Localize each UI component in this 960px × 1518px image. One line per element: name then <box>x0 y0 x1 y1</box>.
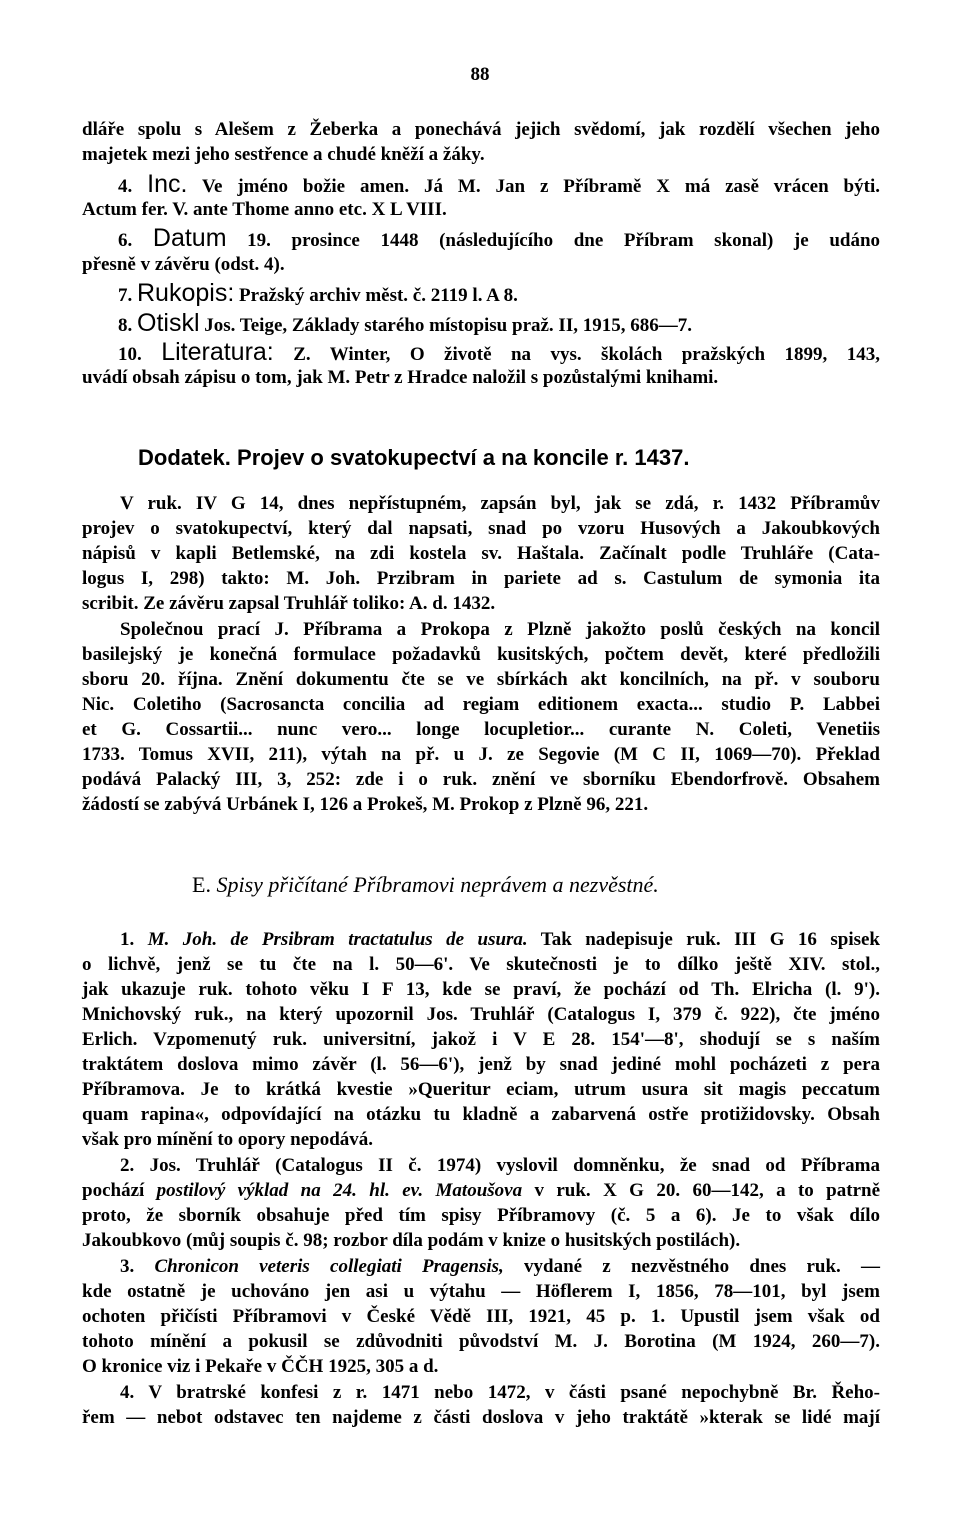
section-e-heading <box>192 872 659 898</box>
text-line: 1733. Tomus XVII, 211), výtah na př. u J. ze Segovie (M C II, 1069—70). Překlad <box>82 744 880 765</box>
item-1-line <box>120 928 880 952</box>
text-line: Actum fer. V. ante Thome anno etc. X L VIII. <box>82 199 447 220</box>
item-text: vydané z nezvěstného dnes ruk. — <box>524 1256 881 1277</box>
item-7-line <box>118 281 880 308</box>
item-6-line <box>118 226 880 253</box>
item-title: M. Joh. de Prsibram tractatulus de usura. <box>147 929 528 950</box>
text-line: projev o svatokupectví, který dal napsati, snad po vzoru Husových a Jakoubkových <box>82 518 880 539</box>
text-line: V ruk. IV G 14, dnes nepřístupném, zapsán byl, jak se zdá, r. 1432 Příbramův <box>120 493 880 514</box>
item-10-line <box>118 340 880 367</box>
item-text: Tak nadepisuje ruk. III G 16 spisek <box>540 929 880 950</box>
item-text: 19. prosince 1448 (následujícího dne Příbram skonal) je udáno <box>247 230 881 251</box>
work-title: postilový výklad na 24. hl. ev. Matoušova <box>156 1180 523 1201</box>
item-3-line <box>120 1255 880 1279</box>
text-line: jak ukazuje ruk. tohoto věku I F 13, kde se praví, že pochází od Th. Elricha (l. 9'). <box>82 979 880 1000</box>
text-line: žádostí se zabývá Urbánek I, 126 a Prokeš, M. Prokop z Plzně 96, 221. <box>82 794 649 815</box>
item-text: Z. Winter, O životě na vys. školách pražských 1899, 143, <box>293 344 880 365</box>
text-line: Erlich. Vzpomenutý ruk. universitní, jakož i V E 28. 154'—8', shodují se s naším <box>82 1029 880 1050</box>
item-number: 6. <box>118 230 133 251</box>
item-number: 10. <box>118 344 142 365</box>
text-line: basilejský je konečná formulace požadavků kusitských, počtem devět, které předložili <box>82 644 880 665</box>
section-letter: E. <box>192 872 211 897</box>
work-title: Chronicon veteris collegiati Pragensis, <box>154 1256 504 1277</box>
dodatek-heading: Dodatek. Projev o svatokupectví a na koncile r. 1437. <box>138 445 690 470</box>
item-label: Datum <box>152 224 227 252</box>
text-line: však pro mínění to opory nepodává. <box>82 1129 374 1150</box>
text-line: kde ostatně je uchováno jen asi u výtahu — Höflerem I, 1856, 78—101, byl jsem <box>82 1281 880 1302</box>
text-line: scribit. Ze závěru zapsal Truhlář toliko: A. d. 1432. <box>82 593 496 614</box>
text-line: logus I, 298) takto: M. Joh. Przibram in pariete ad s. Castulum de symonia ita <box>82 568 880 589</box>
item-number: 8. <box>118 315 133 336</box>
text-fragment: pochází <box>82 1180 145 1201</box>
item-text: Jos. Teige, Základy starého místopisu praž. II, 1915, 686—7. <box>204 315 692 336</box>
text-line: 4. V bratrské konfesi z r. 1471 nebo 1472, v části psané nepochybně Br. Řeho- <box>120 1382 880 1403</box>
text-line: Nic. Coletiho (Sacrosancta concilia ad regiam editionem exacta... studio P. Labbei <box>82 694 880 715</box>
text-line: Společnou prací J. Příbrama a Prokopa z Plzně jakožto poslů českých na koncil <box>120 619 880 640</box>
text-line: dláře spolu s Alešem z Žeberka a ponechává jejich svědomí, jak rozdělí všechen jeho <box>82 119 880 140</box>
text-line: nápisů v kapli Betlemské, na zdi kostela sv. Haštala. Začínalt podle Truhláře (Cata- <box>82 543 880 564</box>
text-line: majetek mezi jeho sestřence a chudé kněží a žáky. <box>82 144 485 165</box>
text-fragment: v ruk. X G 20. 60—142, a to patrně <box>534 1180 881 1201</box>
text-line: 2. Jos. Truhlář (Catalogus II č. 1974) vyslovil domněnku, že snad od Příbrama <box>120 1155 880 1176</box>
item-text: Pražský archiv měst. č. 2119 l. A 8. <box>239 285 518 306</box>
text-line: et G. Cossartii... nunc vero... longe locupletior... curante N. Coleti, Venetiis <box>82 719 880 740</box>
item-label: Inc. <box>147 170 188 198</box>
text-line: sboru 20. října. Znění dokumentu čte se ve sbírkách akt koncilních, na př. v souboru <box>82 669 880 690</box>
text-line: podává Palacký III, 3, 252: zde i o ruk. znění ve sborníku Ebendorfrově. Obsahem <box>82 769 880 790</box>
item-4-line <box>118 172 880 199</box>
text-line: Mnichovský ruk., na který upozornil Jos. Truhlář (Catalogus I, 379 č. 922), čte jméno <box>82 1004 880 1025</box>
text-line: tohoto mínění a pokusil se zdůvodniti původství M. J. Borotina (M 1924, 260—7). <box>82 1331 880 1352</box>
text-line <box>82 1179 880 1203</box>
text-line: uvádí obsah zápisu o tom, jak M. Petr z Hradce naložil s pozůstalými knihami. <box>82 367 719 388</box>
item-label: Rukopis: <box>137 279 235 307</box>
item-label: Otiskl <box>137 309 200 337</box>
page-number: 88 <box>470 64 490 85</box>
text-line: proto, že sborník obsahuje před tím spisy Příbramovy (č. 5 a 6). Je to však dílo <box>82 1205 880 1226</box>
item-number: 4. <box>118 176 133 197</box>
text-line: řem — nebot odstavec ten najdeme z části doslova v jeho traktátě »kterak se lidé mají <box>82 1407 880 1428</box>
item-number: 7. <box>118 285 133 306</box>
text-line: Příbramova. Je to krátká kvestie »Queritur eciam, utrum usura sit magis peccatum <box>82 1079 880 1100</box>
item-8-line <box>118 311 880 338</box>
item-text: Ve jméno božie amen. Já M. Jan z Příbramě X má zasě vrácen býti. <box>202 176 880 197</box>
text-line: ochoten přičísti Příbramovi v České Vědě III, 1921, 45 p. 1. Upustil jsem však od <box>82 1306 880 1327</box>
text-line: O kronice viz i Pekaře v ČČH 1925, 305 a d. <box>82 1356 439 1377</box>
text-line: přesně v závěru (odst. 4). <box>82 254 285 275</box>
item-number: 1. <box>120 929 135 950</box>
text-line: traktátem doslova mimo závěr (l. 56—6'), jenž by snad jediné mohl pocházeti z pera <box>82 1054 880 1075</box>
text-line: o lichvě, jenž se tu čte na l. 50—6'. Ve skutečnosti je to dílko ještě XIV. stol., <box>82 954 880 975</box>
text-line: quam rapina«, odpovídající na otázku tu kladně a zabarvená ostře protižidovsky. Obsah <box>82 1104 880 1125</box>
section-title: Spisy přičítané Příbramovi neprávem a nezvěstné. <box>216 872 659 897</box>
item-number: 3. <box>120 1256 135 1277</box>
text-line: Jakoubkovo (můj soupis č. 98; rozbor díla podám v knize o husitských postilách). <box>82 1230 741 1251</box>
item-label: Literatura: <box>161 338 274 366</box>
